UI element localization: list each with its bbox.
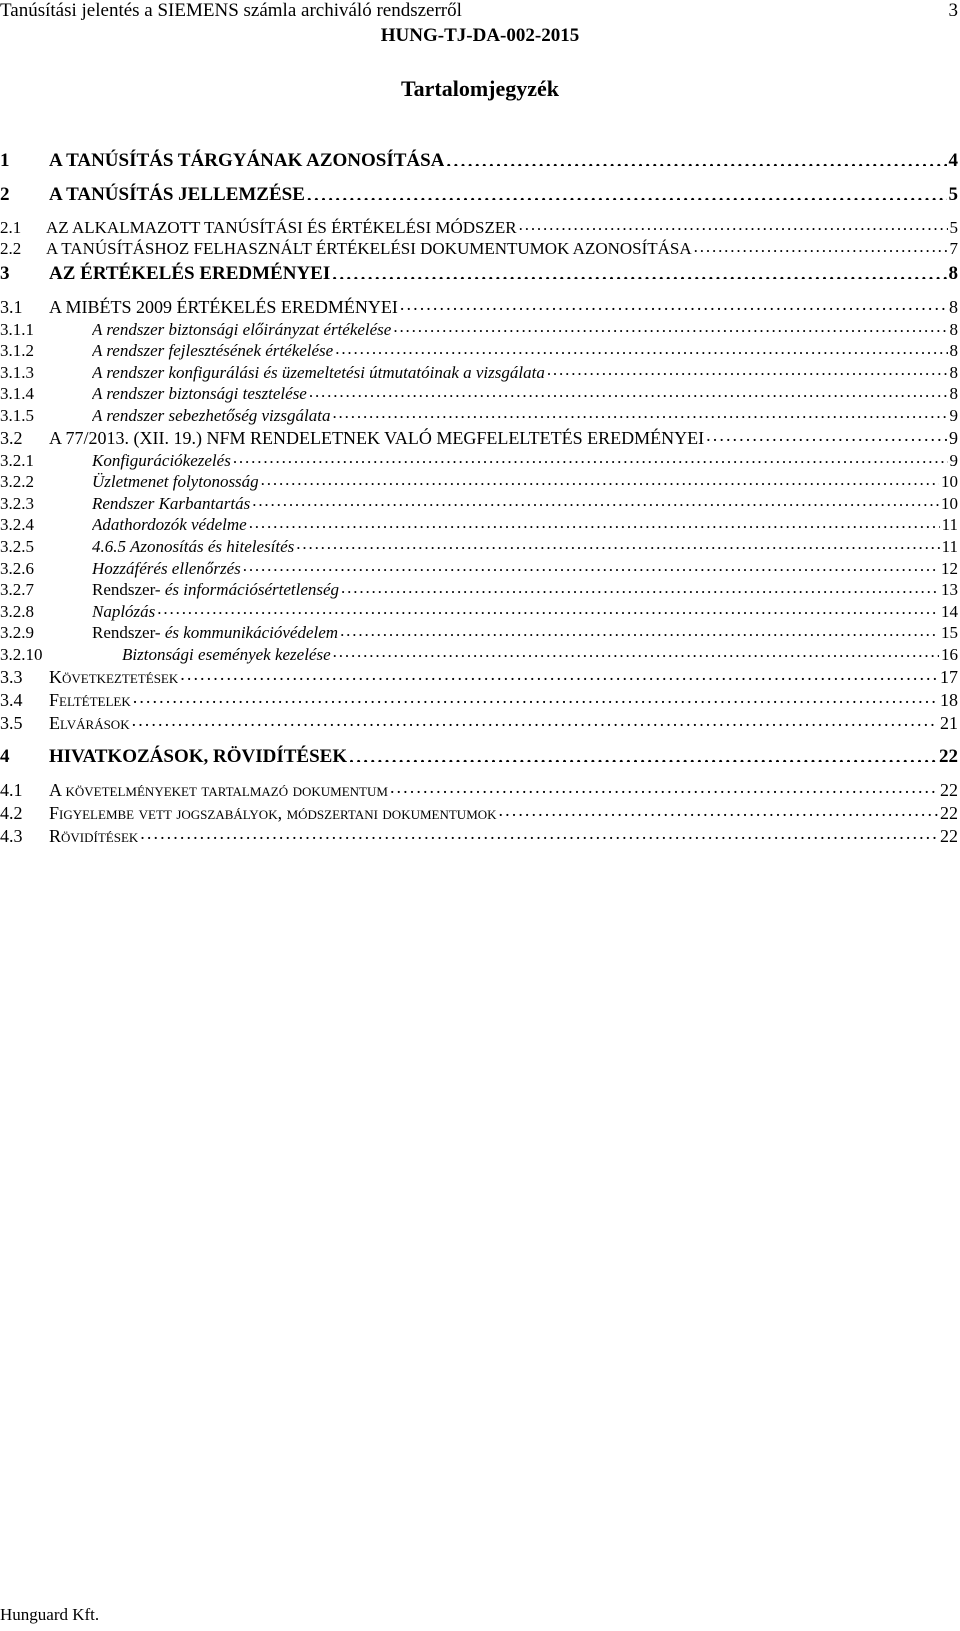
toc-text: A rendszer biztonsági előirányzat értékelése [92, 319, 392, 339]
toc-page: 5 [948, 184, 958, 205]
toc-page: 11 [941, 537, 958, 557]
toc-page: 18 [940, 689, 958, 710]
toc-number: 3.3 [0, 666, 23, 687]
toc-text: Üzletmenet folytonosság [92, 472, 259, 492]
toc-leader [391, 316, 947, 335]
toc-number: 2.2 [0, 239, 22, 259]
toc-page: 21 [940, 712, 958, 733]
toc-page: 8 [949, 341, 958, 361]
toc-text: AZ ALKALMAZOTT TANÚSÍTÁSI ÉS ÉRTÉKELÉSI MÓDSZER [46, 217, 517, 237]
header-title: Tanúsítási jelentés a SIEMENS számla archiváló rendszerről [0, 0, 462, 21]
toc-entry[interactable] [0, 598, 958, 620]
toc-entry[interactable] [0, 512, 958, 534]
toc-entry[interactable] [0, 577, 958, 599]
toc-entry[interactable] [0, 402, 958, 424]
toc-text: A követelményeket tartalmazó dokumentum [49, 779, 388, 800]
toc-text: A rendszer konfigurálási és üzemeltetési útmutatóinak a vizsgálata [92, 362, 545, 382]
toc-text: Adathordozók védelme [92, 515, 247, 535]
toc-text: A TANÚSÍTÁS JELLEMZÉSE [49, 184, 305, 205]
toc-entry[interactable] [0, 799, 958, 822]
toc-page: 9 [949, 427, 958, 448]
toc-leader [294, 533, 939, 552]
toc-text: A TANÚSÍTÁS TÁRGYÁNAK AZONOSÍTÁSA [49, 150, 445, 171]
toc-text: 4.6.5 Azonosítás és hitelesítés [92, 537, 295, 557]
toc-number: 3.2.3 [0, 493, 34, 513]
toc-number: 3.4 [0, 689, 23, 710]
toc-entry[interactable] [0, 740, 958, 774]
toc-leader [497, 799, 938, 819]
toc-leader [178, 663, 938, 683]
toc-text: Elvárások [49, 712, 130, 733]
toc-page: 16 [941, 645, 958, 664]
toc-text: Rövidítések [49, 825, 139, 846]
toc-leader [231, 447, 948, 466]
toc-entry[interactable] [0, 641, 958, 663]
toc-number: 3.1.2 [0, 341, 34, 361]
toc-leader [692, 236, 948, 255]
toc-number: 3.2.4 [0, 515, 34, 535]
toc-text: Naplózás [92, 601, 156, 621]
toc-page: 15 [941, 623, 958, 643]
toc-leader [247, 512, 940, 531]
toc-leader [704, 424, 947, 444]
toc-text: HIVATKOZÁSOK, RÖVIDÍTÉSEK [49, 745, 348, 767]
toc-number: 3.2 [0, 427, 23, 448]
toc-page: 8 [949, 296, 958, 317]
toc-leader [339, 577, 939, 596]
toc-leader [545, 359, 948, 378]
toc-leader [338, 620, 939, 639]
toc-number: 3.2.5 [0, 537, 34, 557]
toc-text: A rendszer fejlesztésének értékelése [92, 341, 334, 361]
toc-text-part: és információsértetlenség [164, 580, 340, 600]
toc-text: A 77/2013. (XII. 19.) NFM RENDELETNEK VALÓ MEGFELELTETÉS EREDMÉNYEI [49, 427, 705, 448]
toc-leader [330, 402, 947, 421]
toc-number: 3.5 [0, 712, 23, 733]
toc-number: 4.1 [0, 779, 23, 800]
toc-text-part: Rendszer- [92, 580, 165, 600]
toc-leader [330, 258, 946, 279]
toc-entry[interactable] [0, 257, 958, 291]
toc-text: Következtetések [49, 666, 179, 687]
toc-leader [250, 490, 939, 509]
toc-number: 3.2.1 [0, 450, 34, 470]
toc-page: 13 [941, 580, 958, 600]
toc-number: 4.3 [0, 825, 23, 846]
page-number: 3 [948, 0, 958, 21]
toc-number: 3.1.5 [0, 406, 34, 426]
toc-leader [444, 145, 946, 166]
toc-number: 3.1 [0, 296, 23, 317]
toc-leader [388, 776, 938, 796]
toc-page: 17 [940, 666, 958, 687]
toc-entry[interactable] [0, 338, 958, 360]
toc-entry[interactable] [0, 236, 958, 258]
toc-leader [241, 555, 939, 574]
toc-entry[interactable] [0, 316, 958, 338]
toc-number: 3.1.4 [0, 384, 34, 404]
toc-page: 12 [941, 558, 958, 578]
toc-text: A MIBÉTS 2009 ÉRTÉKELÉS EREDMÉNYEI [49, 296, 398, 317]
toc-number: 3.2.2 [0, 472, 34, 492]
toc-entry[interactable] [0, 709, 958, 732]
toc-page: 5 [949, 217, 958, 237]
toc-page: 10 [941, 493, 958, 513]
toc-page: 9 [949, 406, 958, 426]
toc-entry[interactable] [0, 555, 958, 577]
toc-text: A rendszer biztonsági tesztelése [92, 384, 307, 404]
toc-leader [347, 741, 937, 762]
toc-page: 22 [940, 779, 958, 800]
toc-page: 22 [939, 745, 958, 767]
toc-leader [398, 293, 947, 313]
toc-text-part: Rendszer- [92, 623, 165, 643]
toc-page: 8 [949, 362, 958, 382]
toc-number: 4 [0, 745, 10, 767]
toc-number: 3.2.9 [0, 623, 34, 643]
toc-entry[interactable] [0, 424, 958, 447]
toc-text-part: és kommunikációvédelem [164, 623, 339, 643]
document-id: HUNG-TJ-DA-002-2015 [380, 25, 580, 46]
toc-title: Tartalomjegyzék [400, 76, 560, 101]
toc-number: 3.2.10 [0, 645, 43, 664]
toc-entry[interactable] [0, 686, 958, 709]
toc-leader [307, 381, 948, 400]
toc-leader [331, 641, 939, 660]
toc-page: 9 [949, 450, 958, 470]
toc-page: 8 [949, 319, 958, 339]
toc-page: 10 [941, 472, 958, 492]
toc-leader [130, 709, 938, 729]
toc-leader [131, 686, 938, 706]
toc-leader [155, 598, 939, 617]
toc-text: Konfigurációkezelés [92, 450, 231, 470]
toc-entry[interactable] [0, 381, 958, 403]
toc-number: 2.1 [0, 217, 22, 237]
toc-page: 14 [941, 601, 958, 621]
toc-entry[interactable] [0, 178, 958, 212]
toc-entry[interactable] [0, 447, 958, 469]
toc-number: 1 [0, 150, 10, 171]
toc-text: Figyelembe vett jogszabályok, módszertani dokumentumok [49, 802, 497, 823]
toc-number: 3 [0, 263, 10, 284]
toc-leader [517, 214, 948, 233]
toc-page: 11 [941, 515, 958, 535]
toc-text: Rendszer Karbantartás [92, 493, 251, 513]
toc-page: 22 [940, 825, 958, 846]
toc-page: 8 [948, 263, 958, 284]
toc-entry[interactable] [0, 214, 958, 236]
toc-number: 3.1.1 [0, 319, 34, 339]
toc-text: Hozzáférés ellenőrzés [92, 558, 241, 578]
toc-page: 4 [948, 150, 958, 171]
table-of-contents [0, 144, 958, 845]
toc-text: AZ ÉRTÉKELÉS EREDMÉNYEI [49, 263, 331, 284]
toc-text: Biztonsági események kezelése [122, 645, 331, 664]
toc-number: 3.2.8 [0, 601, 34, 621]
toc-entry[interactable] [0, 663, 958, 686]
toc-number: 2 [0, 184, 10, 205]
toc-entry[interactable] [0, 776, 958, 799]
toc-entry[interactable] [0, 620, 958, 642]
toc-entry[interactable] [0, 144, 958, 178]
toc-number: 4.2 [0, 802, 23, 823]
toc-text: A TANÚSÍTÁSHOZ FELHASZNÁLT ÉRTÉKELÉSI DOKUMENTUMOK AZONOSÍTÁSA [46, 239, 692, 259]
toc-entry[interactable] [0, 359, 958, 381]
page-footer: Hunguard Kft. [0, 1605, 100, 1624]
toc-number: 3.2.7 [0, 580, 34, 600]
toc-page: 22 [940, 802, 958, 823]
toc-entry[interactable] [0, 822, 958, 845]
toc-leader [138, 822, 938, 842]
toc-page: 7 [949, 239, 958, 259]
toc-leader [259, 469, 939, 488]
toc-page: 8 [949, 384, 958, 404]
toc-entry[interactable] [0, 533, 958, 555]
toc-entry[interactable] [0, 490, 958, 512]
toc-entry[interactable] [0, 293, 958, 316]
toc-text: Feltételek [49, 689, 131, 710]
toc-text [92, 622, 338, 644]
toc-leader [305, 179, 947, 200]
page-header [0, 0, 960, 56]
toc-leader [333, 338, 947, 357]
toc-text: A rendszer sebezhetőség vizsgálata [92, 406, 331, 426]
toc-entry[interactable] [0, 469, 958, 491]
toc-number: 3.1.3 [0, 362, 34, 382]
toc-number: 3.2.6 [0, 558, 34, 578]
